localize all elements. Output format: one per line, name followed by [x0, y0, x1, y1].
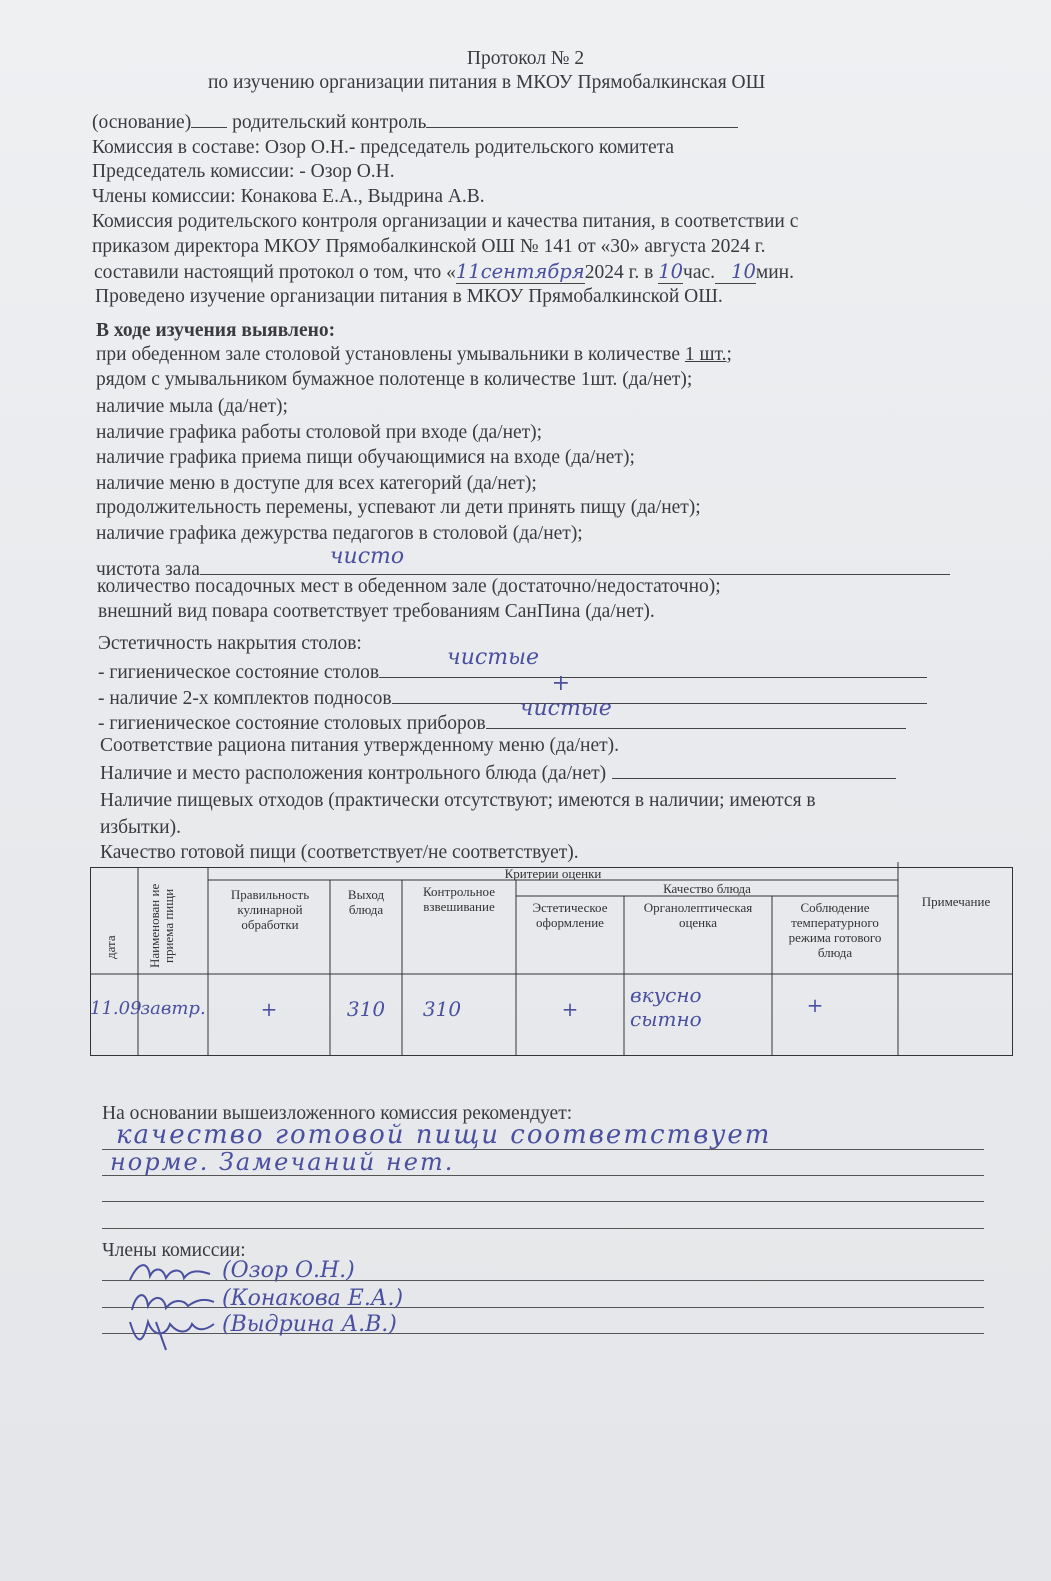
row-organoleptic-1: вкусно	[630, 983, 702, 1007]
handwritten-date-day: 11	[455, 260, 481, 283]
header-criteria: Критерии оценки	[504, 866, 602, 881]
handwritten-minute: 10	[715, 261, 756, 284]
finding-cutlery: - гигиеническое состояние столовых приборов чистые	[98, 710, 906, 735]
finding-control-dish: Наличие и место расположения контрольного блюда (да/нет)	[100, 763, 896, 785]
header-meal: Наименован ие приема пищи	[147, 883, 176, 969]
signer-name-2: (Конакова Е.А.)	[222, 1286, 404, 1311]
intro-line-2: приказом директора МКОУ Прямобалкинской ОШ № 141 от «30» августа 2024 г.	[92, 236, 766, 257]
aesthetics-heading: Эстетичность накрытия столов:	[98, 633, 362, 654]
finding-waste-1: Наличие пищевых отходов (практически отсутствуют; имеются в наличии; имеются в	[100, 790, 816, 811]
handwritten-date-month: сентября	[480, 260, 585, 283]
header-aesthetic: Эстетическое оформление	[532, 900, 608, 930]
row-weigh: 310	[422, 997, 462, 1021]
commission-line: Комиссия в составе: Озор О.Н.- председатель родительского комитета	[92, 137, 675, 158]
header-yield: Выход блюда	[347, 887, 385, 917]
finding-cleanliness: чистота зала чисто	[96, 556, 950, 581]
finding-diet: Соответствие рациона питания утвержденному меню (да/нет).	[100, 735, 619, 756]
finding-quality: Качество готовой пищи (соответствует/не соответствует).	[100, 842, 579, 863]
header-weigh: Контрольное взвешивание	[423, 884, 495, 914]
finding-tables: - гигиеническое состояние столов чистые	[98, 659, 927, 684]
intro-line-3: составили настоящий протокол о том, что «11сентября2024 г. в 10час. 10мин.	[94, 260, 794, 283]
handwritten-tables: чистые	[447, 645, 540, 670]
row-meal: завтр.	[140, 998, 206, 1019]
signer-name-1: (Озор О.Н.)	[222, 1258, 355, 1283]
signature-ozor	[126, 1258, 216, 1286]
basis-text: родительский контроль	[232, 112, 427, 133]
finding-towel: рядом с умывальником бумажное полотенце в количестве 1шт. (да/нет);	[96, 369, 693, 390]
handwritten-trays: +	[551, 671, 571, 696]
handwritten-cutlery: чистые	[519, 696, 612, 721]
signers-label: Члены комиссии:	[102, 1240, 246, 1261]
signer-name-3: (Выдрина А.В.)	[222, 1312, 397, 1337]
finding-meal-schedule: наличие графика приема пищи обучающимися на входе (да/нет);	[96, 447, 635, 468]
finding-seats: количество посадочных мест в обеденном зале (достаточно/недостаточно);	[97, 576, 721, 597]
header-dish-quality: Качество блюда	[663, 881, 751, 896]
header-organoleptic: Органолептическая оценка	[643, 900, 753, 930]
finding-duty-schedule: наличие графика дежурства педагогов в столовой (да/нет);	[96, 523, 583, 544]
finding-break-duration: продолжительность перемены, успевают ли дети принять пищу (да/нет);	[96, 497, 701, 518]
header-note: Примечание	[921, 894, 991, 909]
protocol-subtitle: по изучению организации питания в МКОУ Прямобалкинская ОШ	[208, 72, 766, 93]
header-date: дата	[103, 935, 118, 959]
header-temperature: Соблюдение температурного режима готового блюда	[788, 900, 882, 960]
handwritten-hour: 10	[658, 260, 684, 283]
chair-line: Председатель комиссии: - Озор О.Н.	[92, 161, 395, 182]
row-organoleptic-2: сытно	[630, 1007, 702, 1031]
intro-line-4: Проведено изучение организации питания в МКОУ Прямобалкинской ОШ.	[95, 286, 723, 307]
findings-heading: В ходе изучения выявлено:	[96, 320, 336, 341]
criteria-table	[90, 862, 1013, 1062]
finding-cook: внешний вид повара соответствует требованиям СанПина (да/нет).	[98, 601, 655, 622]
finding-waste-2: избытки).	[100, 817, 181, 838]
header-culinary: Правильность кулинарной обработки	[230, 887, 310, 932]
row-date: 11.09	[90, 998, 142, 1019]
finding-sinks: при обеденном зале столовой установлены умывальники в количестве 1 шт.;	[96, 344, 732, 365]
handwritten-recommendation-2: норме. Замечаний нет.	[110, 1148, 455, 1176]
basis-line	[92, 112, 738, 134]
row-yield: 310	[346, 997, 386, 1021]
members-line: Члены комиссии: Конакова Е.А., Выдрина А.В.	[92, 186, 485, 207]
finding-trays: - наличие 2-х комплектов подносов +	[98, 685, 927, 710]
handwritten-recommendation-1: качество готовой пищи соответствует	[116, 1120, 772, 1150]
row-temperature: +	[806, 993, 824, 1017]
signature-vydrina	[126, 1312, 216, 1352]
finding-menu-access: наличие меню в доступе для всех категорий (да/нет);	[96, 473, 537, 494]
protocol-title: Протокол № 2	[466, 48, 585, 69]
intro-line-1: Комиссия родительского контроля организации и качества питания, в соответствии с	[92, 211, 799, 232]
handwritten-cleanliness: чисто	[329, 544, 405, 569]
finding-soap: наличие мыла (да/нет);	[96, 396, 288, 417]
row-culinary: +	[260, 997, 278, 1021]
sinks-count: 1 шт.	[684, 344, 727, 365]
row-aesthetic: +	[561, 997, 579, 1021]
signature-konakova	[126, 1286, 216, 1314]
finding-schedule-entry: наличие графика работы столовой при входе (да/нет);	[96, 422, 543, 443]
basis-prefix: (основание)	[92, 112, 192, 133]
recommend-label: На основании вышеизложенного комиссия рекомендует:	[102, 1103, 573, 1124]
